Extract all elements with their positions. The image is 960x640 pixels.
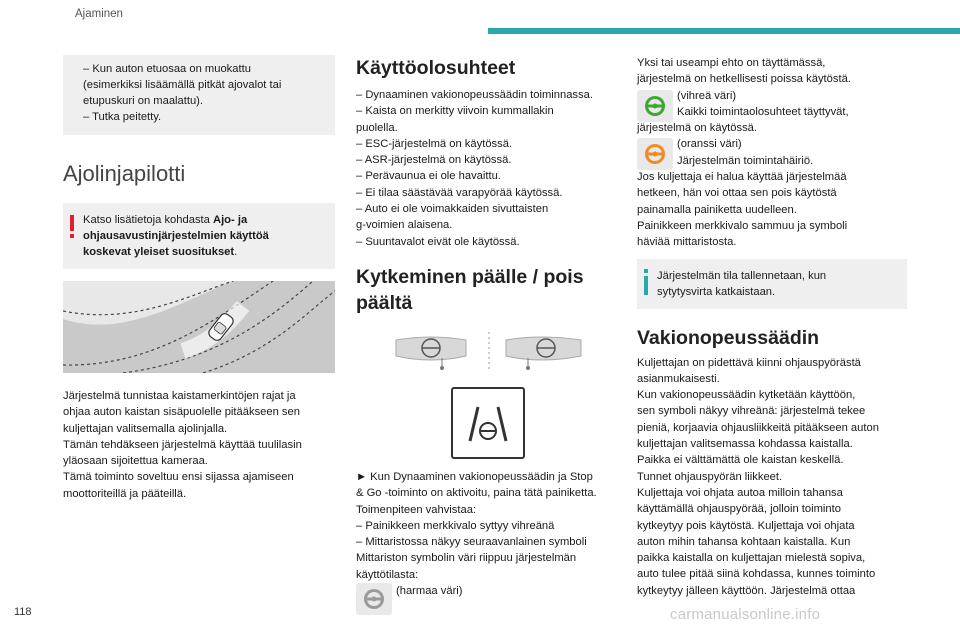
list-item: – Kaista on merkitty viivoin kummallakin (356, 105, 554, 118)
text-line: sen symboli näkyy vihreänä: järjestelmä tekee (637, 405, 866, 418)
header-accent-bar (488, 28, 960, 34)
list-item: – Dynaaminen vakionopeussäädin toiminnassa. (356, 89, 593, 101)
warning-text: . (234, 246, 238, 258)
warning-exclamation-icon (69, 215, 75, 239)
text-line: ► Kun Dynaaminen vakionopeussäädin ja Stop (356, 470, 593, 483)
section-heading: Vakionopeussäädin (637, 326, 820, 349)
text-line: Yksi tai useampi ehto on täyttämässä, (637, 57, 826, 69)
text-line: Mittariston symbolin väri riippuu järjestelmän (356, 552, 577, 565)
state-label: (oranssi väri) (677, 138, 742, 151)
state-description: Kaikki toimintaolosuhteet täyttyvät, (677, 105, 849, 118)
column-middle (356, 55, 626, 615)
lane-keep-button-icon (451, 387, 525, 459)
text-line: Kun vakionopeussäädin kytketään käyttöön, (637, 389, 856, 402)
list-item: g-voimien alaisena. (356, 219, 453, 232)
state-description: järjestelmä on käytössä. (637, 122, 758, 135)
warning-note (63, 203, 335, 269)
text-line: – Painikkeen merkkivalo syttyy vihreänä (356, 519, 555, 532)
warning-text: Katso lisätietoja kohdasta (83, 214, 213, 226)
column-left (63, 55, 335, 502)
conditions-list (356, 87, 626, 250)
column-right (637, 55, 907, 599)
box-line: etupuskuri on maalattu). (83, 95, 204, 107)
box-line: – Tutka peitetty. (83, 111, 162, 123)
text-line: ohjaa auton kaistan sisäpuolelle pitääkseen sen (63, 406, 300, 419)
section-heading (356, 264, 626, 316)
text-line: moottoriteillä ja pääteillä. (63, 487, 187, 500)
text-line: hetkeen, hän voi ottaa sen pois käytöstä (637, 187, 837, 200)
list-item: – Suuntavalot eivät ole käytössä. (356, 235, 520, 248)
page-number: 118 (14, 606, 32, 618)
text-line: kytkeytyy pois käytöstä. Kuljettaja voi ohjata (637, 519, 855, 532)
note-line: Järjestelmän tila tallennetaan, kun (657, 269, 827, 282)
text-line: asianmukaisesti. (637, 372, 720, 385)
text-line: Järjestelmä tunnistaa kaistamerkintöjen rajat ja (63, 390, 296, 402)
text-line: yläosaan sijoitettua kameraa. (63, 455, 208, 468)
section-title: Ajaminen (75, 8, 123, 20)
list-item: – ASR-järjestelmä on käytössä. (356, 154, 512, 167)
gray-state-row (356, 583, 626, 615)
text-line: Tunnet ohjauspyörän liikkeet. (637, 470, 783, 483)
box-line: (esimerkiksi lisäämällä pitkät ajovalot tai (83, 79, 282, 91)
box-line: – Kun auton etuosaa on muokattu (83, 63, 251, 75)
gray-steering-icon (356, 583, 392, 615)
text-line: järjestelmä on hetkellisesti poissa käytöstä. (637, 73, 851, 86)
text-line: Kuljettaja voi ohjata autoa milloin tahansa (637, 486, 843, 499)
text-line: & Go -toiminto on aktivoitu, paina tätä painiketta. (356, 487, 597, 500)
text-line: – Mittaristossa näkyy seuraavanlainen symboli (356, 536, 587, 549)
precondition-box (63, 55, 335, 135)
text-line: auton mihin tahansa kohtaan kaistalla. Kun (637, 535, 851, 548)
text-line: paikka kaistalla on kuljettajan mielestä sopiva, (637, 552, 866, 565)
state-label: (harmaa väri) (396, 585, 463, 598)
green-state-row (637, 88, 907, 137)
text-line: Tämän tehdäkseen järjestelmä käyttää tuulilasin (63, 438, 302, 451)
cruise-control-text (637, 355, 907, 599)
note-line: sytytysvirta katkaistaan. (657, 285, 776, 298)
text-line: Paikka ei välttämättä ole kaistan keskellä. (637, 454, 844, 467)
info-note (637, 259, 907, 309)
warning-bold: ohjausavustinjärjestelmien käyttöä (83, 230, 269, 242)
text-line: Toimenpiteen vahvistaa: (356, 503, 477, 516)
text-line: Painikkeen merkkivalo sammuu ja symboli (637, 219, 848, 232)
state-description: Järjestelmän toimintahäiriö. (677, 154, 814, 167)
text-line: Tämä toiminto soveltuu ensi sijassa ajamiseen (63, 471, 294, 484)
text-line: häviää mittaristosta. (637, 236, 737, 249)
description-text (63, 388, 335, 502)
list-item: – Perävaunua ei ole havaittu. (356, 170, 501, 183)
watermark: carmanualsonline.info (670, 606, 821, 623)
lane-illustration (63, 281, 335, 373)
orange-state-row (637, 136, 907, 169)
orange-steering-icon (637, 138, 673, 170)
text-line: Kuljettajan on pidettävä kiinni ohjauspyörästä (637, 356, 861, 369)
list-item: – Ei tilaa säästävää varapyörää käytössä. (356, 186, 563, 199)
warning-bold: Ajo- ja (212, 214, 248, 226)
action-text (356, 469, 626, 583)
text-line: auto tulee pitää siinä kohdassa, kunnes toiminto (637, 568, 876, 581)
text-line: kuljettajan valitsemassa kohdassa kaistalla. (637, 438, 853, 451)
section-heading: Ajolinjapilotti (63, 161, 186, 186)
disable-text (637, 169, 907, 250)
list-item: – Auto ei ole voimakkaiden sivuttaisten (356, 203, 549, 216)
heading-line: päältä (356, 291, 413, 314)
green-steering-icon (637, 90, 673, 122)
heading-line: Kytkeminen päälle / pois (356, 265, 584, 288)
info-icon (643, 269, 649, 295)
list-item: puolella. (356, 121, 398, 134)
text-line: käyttötilasta: (356, 568, 419, 581)
text-line: Jos kuljettaja ei halua käyttää järjestelmää (637, 171, 847, 184)
text-line: kuljettajan valitsemalla ajolinjalla. (63, 422, 228, 435)
warning-bold: koskevat yleiset suositukset (83, 246, 235, 258)
text-line: painamalla painiketta uudelleen. (637, 203, 797, 216)
section-heading: Käyttöolosuhteet (356, 57, 516, 79)
list-item: – ESC-järjestelmä on käytössä. (356, 137, 513, 150)
text-line: pieniä, korjaavia ohjausliikkeitä pitääkseen auton (637, 421, 879, 434)
steering-button-illustration (356, 330, 626, 372)
intro-text (637, 55, 907, 88)
state-label: (vihreä väri) (677, 89, 737, 102)
text-line: kytkeytyy jälleen käyttöön. Järjestelmä ottaa (637, 584, 856, 597)
text-line: käyttämällä ohjauspyörää, jolloin toiminto (637, 503, 841, 516)
